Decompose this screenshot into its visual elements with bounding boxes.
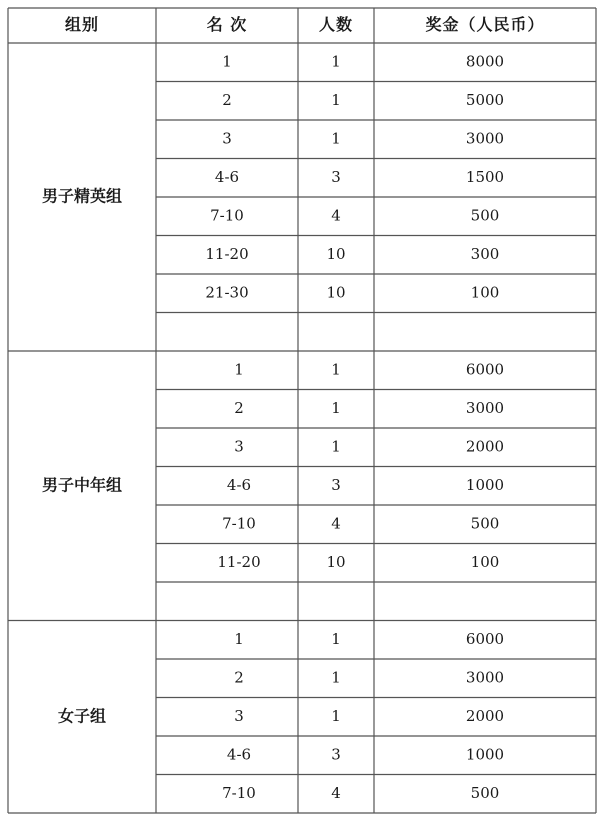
- count-cell: 10: [326, 244, 346, 263]
- group-label: 女子组: [57, 706, 107, 726]
- rank-cell: 4-6: [214, 167, 240, 186]
- prize-cell: 300: [470, 244, 500, 263]
- rank-cell: 21-30: [205, 283, 249, 302]
- count-cell: 10: [326, 552, 346, 571]
- header-cell: 人数: [318, 15, 354, 34]
- rank-cell: 7-10: [222, 783, 256, 802]
- rank-cell: 3: [222, 129, 232, 148]
- count-cell: 1: [331, 360, 341, 379]
- prize-cell: 2000: [465, 437, 505, 456]
- prize-cell: 6000: [465, 360, 505, 379]
- rank-cell: 3: [234, 437, 244, 456]
- rank-cell: 2: [234, 398, 244, 417]
- rank-cell: 7-10: [210, 206, 244, 225]
- rank-cell: 7-10: [222, 514, 256, 533]
- rank-cell: 2: [222, 90, 232, 109]
- prize-cell: 500: [470, 783, 500, 802]
- prize-cell: 8000: [465, 52, 505, 71]
- count-cell: 4: [331, 514, 341, 533]
- count-cell: 1: [331, 129, 341, 148]
- prize-cell: 3000: [465, 398, 505, 417]
- rank-cell: 11-20: [217, 552, 261, 571]
- prize-cell: 2000: [465, 706, 505, 725]
- prize-cell: 500: [470, 206, 500, 225]
- header-cell: 奖金（人民币）: [425, 15, 545, 34]
- rank-cell: 11-20: [205, 244, 249, 263]
- rank-cell: 4-6: [226, 745, 252, 764]
- count-cell: 3: [331, 475, 341, 494]
- rank-cell: 3: [234, 706, 244, 725]
- count-cell: 1: [331, 629, 341, 648]
- rank-cell: 2: [234, 668, 244, 687]
- header-cell: 组别: [64, 15, 100, 34]
- prize-cell: 1000: [465, 745, 505, 764]
- rank-cell: 1: [234, 360, 244, 379]
- count-cell: 1: [331, 398, 341, 417]
- prize-cell: 1500: [465, 167, 505, 186]
- count-cell: 4: [331, 783, 341, 802]
- count-cell: 1: [331, 437, 341, 456]
- rank-cell: 1: [222, 52, 232, 71]
- count-cell: 10: [326, 283, 346, 302]
- count-cell: 1: [331, 52, 341, 71]
- rank-cell: 1: [234, 629, 244, 648]
- count-cell: 1: [331, 668, 341, 687]
- prize-cell: 100: [470, 552, 500, 571]
- count-cell: 3: [331, 745, 341, 764]
- prize-cell: 500: [470, 514, 500, 533]
- group-label: 男子精英组: [41, 186, 123, 206]
- count-cell: 3: [331, 167, 341, 186]
- prize-cell: 1000: [465, 475, 505, 494]
- prize-cell: 3000: [465, 129, 505, 148]
- count-cell: 1: [331, 706, 341, 725]
- header-cell: 名 次: [206, 15, 248, 34]
- rank-cell: 4-6: [226, 475, 252, 494]
- prize-cell: 3000: [465, 668, 505, 687]
- group-label: 男子中年组: [41, 475, 123, 495]
- prize-cell: 100: [470, 283, 500, 302]
- prize-cell: 6000: [465, 629, 505, 648]
- prize-cell: 5000: [465, 90, 505, 109]
- count-cell: 4: [331, 206, 341, 225]
- count-cell: 1: [331, 90, 341, 109]
